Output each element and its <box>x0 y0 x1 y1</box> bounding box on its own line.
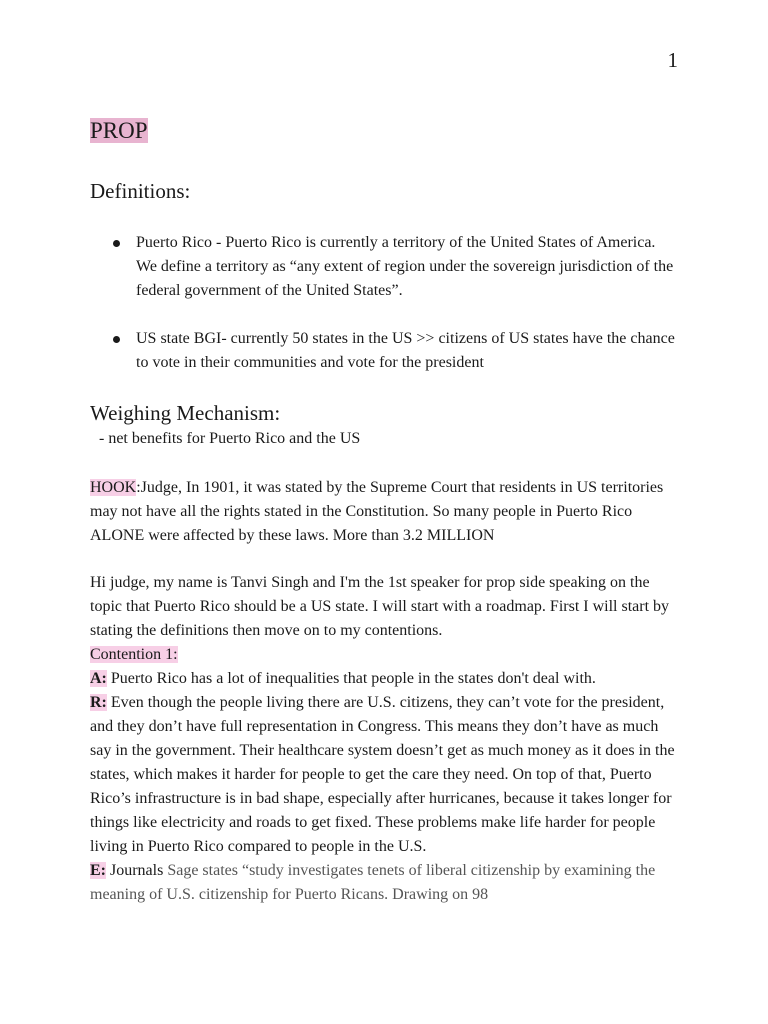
reasoning-paragraph <box>90 691 680 859</box>
reasoning-label: R: <box>90 694 107 711</box>
assertion-line <box>90 667 680 691</box>
evidence-paragraph <box>90 859 680 907</box>
evidence-label: E: <box>90 862 106 879</box>
definition-text: US state BGI- currently 50 states in the US >> citizens of US states have the chance to vote in their communities and vote for the president <box>136 330 675 371</box>
weighing-text: - net benefits for Puerto Rico and the US <box>99 430 361 447</box>
definitions-list-2 <box>90 327 680 375</box>
contention-label: Contention 1: <box>90 646 178 663</box>
weighing-heading: Weighing Mechanism: <box>90 401 281 425</box>
reasoning-text: Even though the people living there are U.S. citizens, they can’t vote for the president, and they don’t have full representation in Congress. This means they don’t have as much say in the government. Their healthcare system doesn’t get as much money as it does in the states, which makes it harder for people to get the care they need. On top of that, Puerto Rico’s infrastructure is in bad shape, especially after hurricanes, because it takes longer for things like electricity and roads to get fixed. These problems make life harder for people living in Puerto Rico compared to people in the U.S. <box>90 694 675 855</box>
assertion-text: Puerto Rico has a lot of inequalities that people in the states don't deal with. <box>106 670 596 687</box>
document-title <box>90 116 148 145</box>
definitions-list <box>90 231 680 303</box>
title-text: PROP <box>90 118 148 143</box>
definition-item <box>90 327 680 375</box>
contention-label-line <box>90 643 680 667</box>
hook-label: HOOK <box>90 479 137 496</box>
definition-item <box>90 231 680 303</box>
intro-text: Hi judge, my name is Tanvi Singh and I'm the 1st speaker for prop side speaking on the topic that Puerto Rico should be a US state. I will start with a roadmap. First I will start by stating the definitions then move on to my contentions. <box>90 574 670 639</box>
bullet-icon <box>113 240 120 247</box>
evidence-source: Journals <box>106 862 164 879</box>
evidence-text: Sage states “study investigates tenets of liberal citizenship by examining the meaning of U.S. citizenship for Puerto Ricans. Drawing on 98 <box>90 862 656 903</box>
contention-1-block <box>90 643 680 907</box>
page-number: 1 <box>667 48 678 72</box>
hook-paragraph <box>90 476 680 548</box>
definition-text: Puerto Rico - Puerto Rico is currently a territory of the United States of America. We define a territory as “any extent of region under the sovereign jurisdiction of the federal government of the United States”. <box>136 234 674 299</box>
assertion-label: A: <box>90 670 107 687</box>
bullet-icon <box>113 336 120 343</box>
intro-paragraph <box>90 571 680 643</box>
definitions-heading: Definitions: <box>90 179 191 203</box>
hook-text: :Judge, In 1901, it was stated by the Supreme Court that residents in US territories may not have all the rights stated in the Constitution. So many people in Puerto Rico ALONE were affected by these laws. More than 3.2 MILLION <box>90 479 664 544</box>
